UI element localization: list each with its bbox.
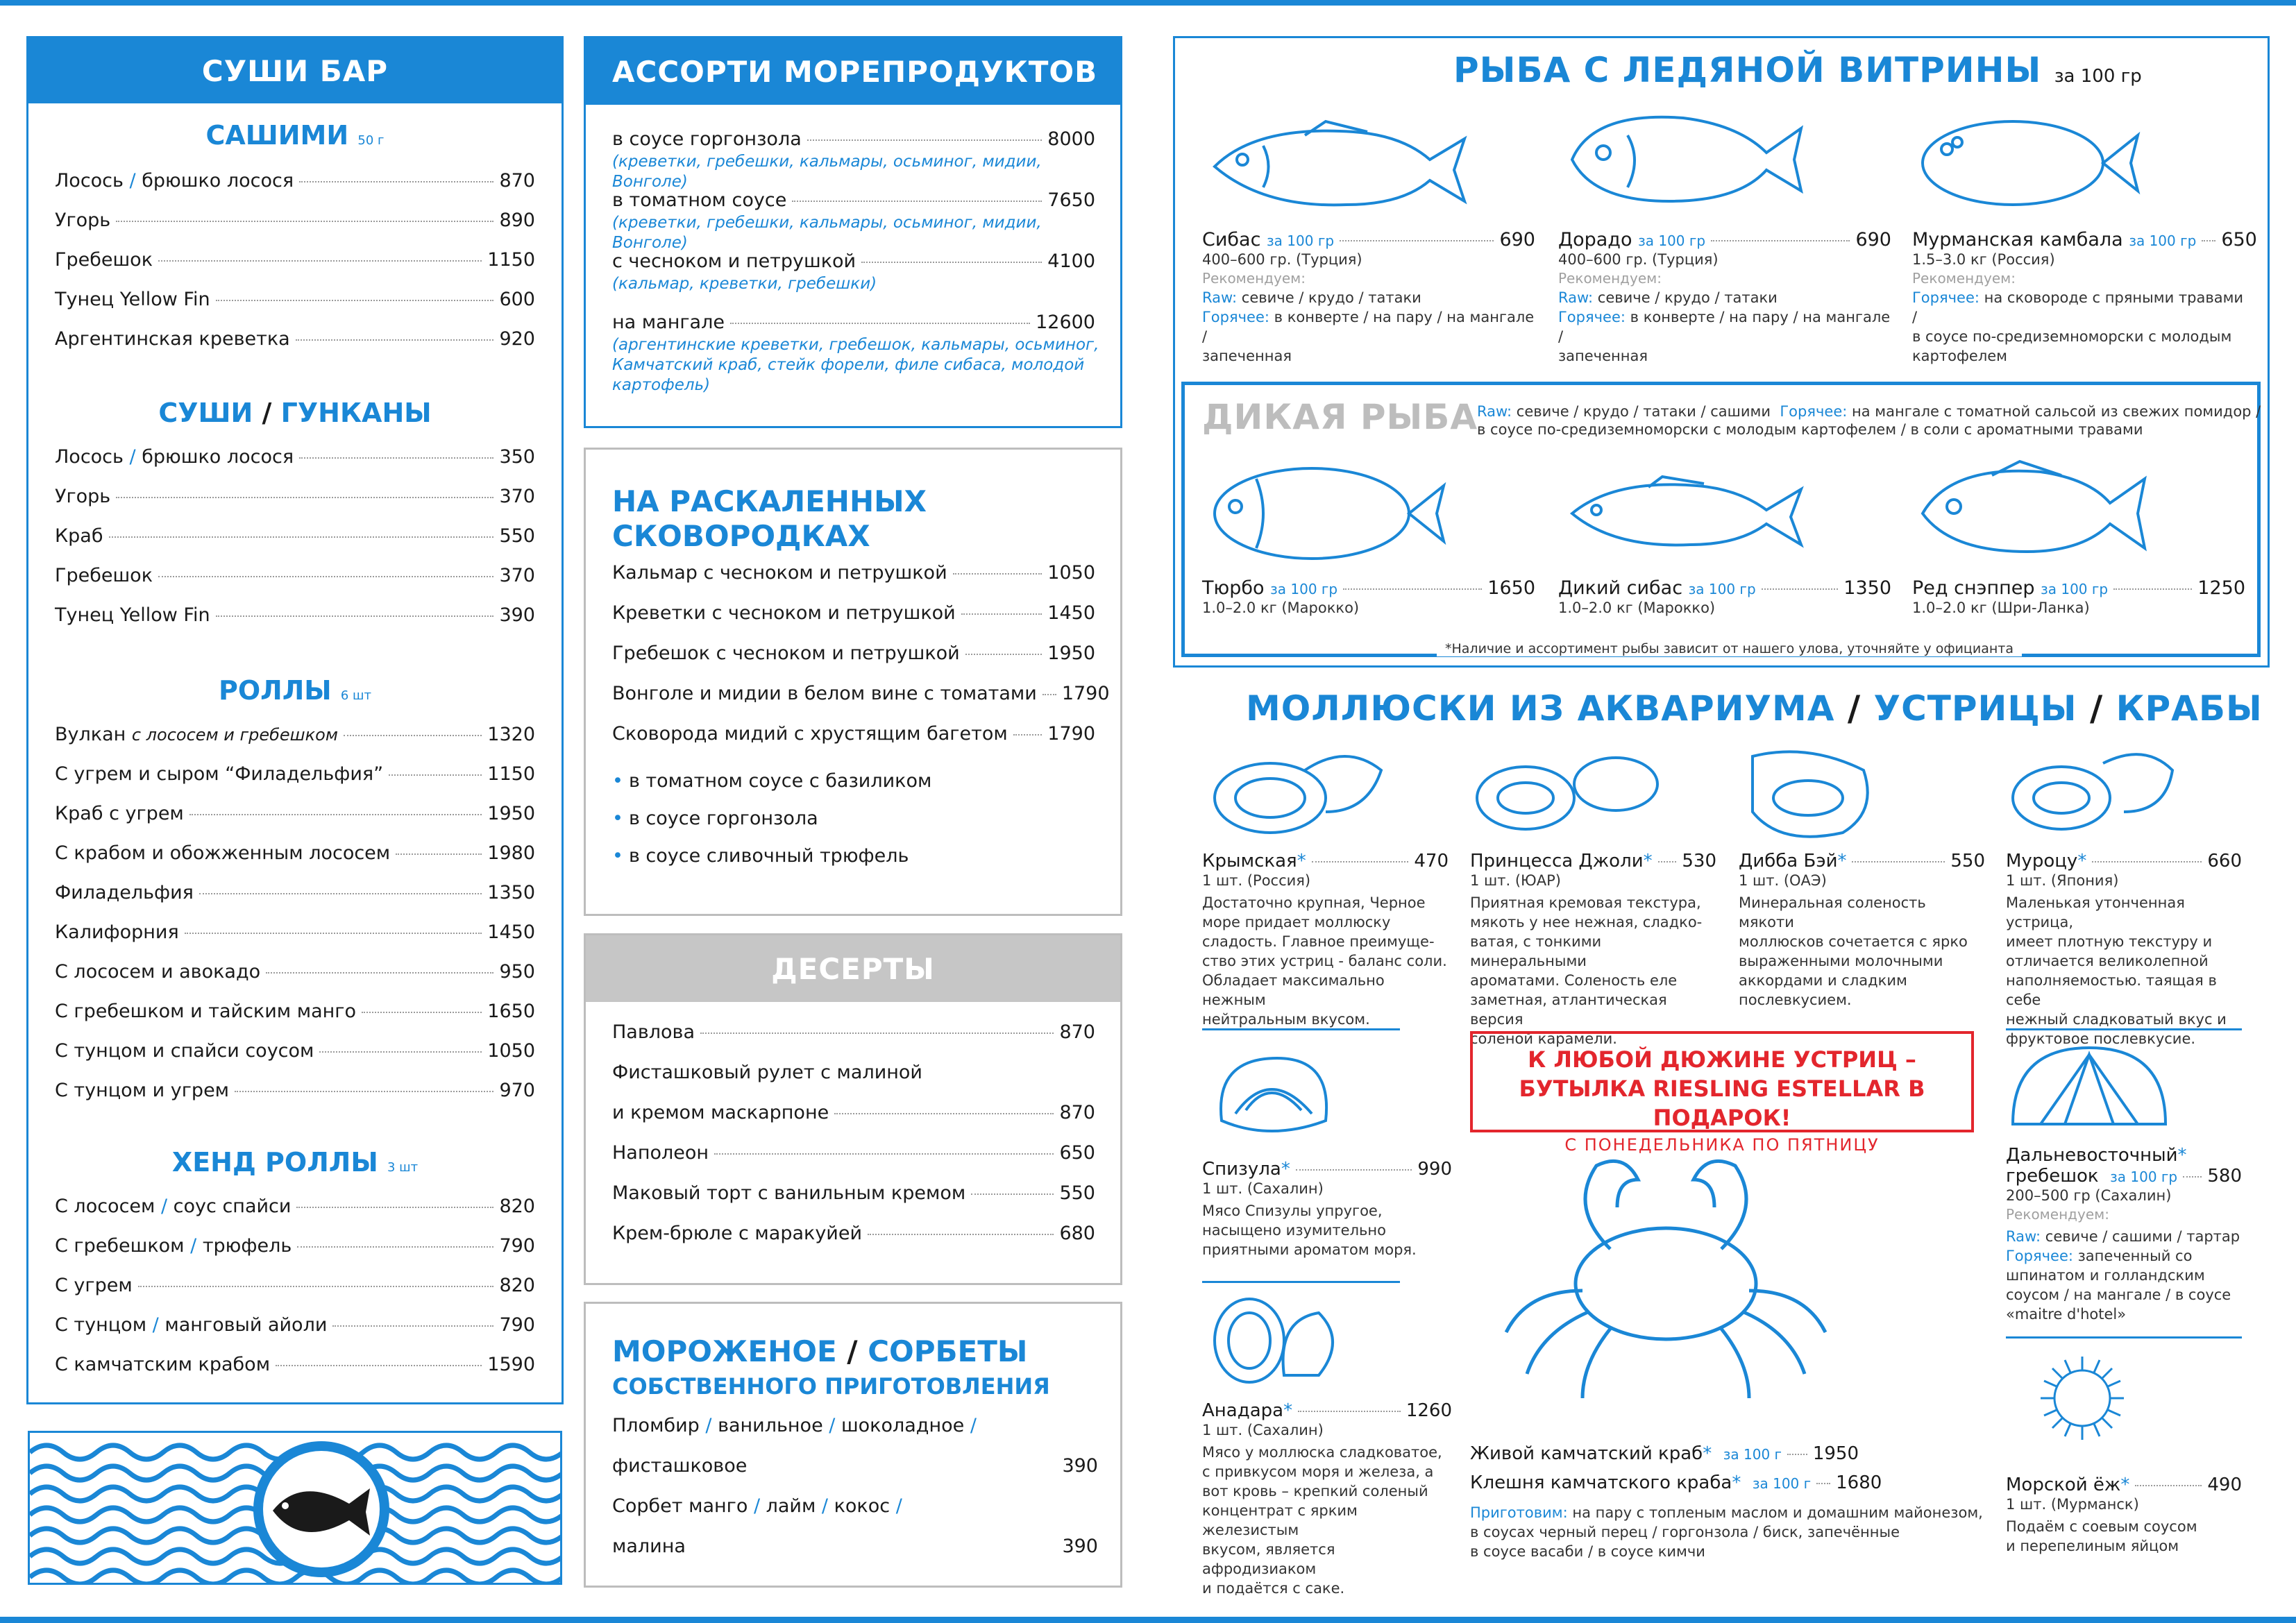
- sushi-row: [55, 565, 535, 586]
- hot-pan-row: [612, 602, 1095, 624]
- dorado-illustration: [1565, 111, 1822, 208]
- sushi-row: [55, 525, 535, 547]
- wild-seabass-illustration: [1565, 472, 1808, 555]
- divider-4: [2006, 1336, 2242, 1339]
- wild-fish-note: *Наличие и ассортимент рыбы зависит от нашего улова, уточняйте у официанта: [1437, 641, 2022, 656]
- assorti-row: в томатном соусе 7650: [612, 189, 1095, 211]
- pan-option: • в соусе сливочный трюфель: [612, 845, 909, 867]
- item-price: 1150: [487, 763, 535, 785]
- sushi-row: [55, 486, 535, 507]
- sashimi-row: [55, 249, 535, 271]
- roll-row: [55, 1040, 535, 1062]
- item-name: Гребешок: [55, 565, 153, 586]
- oyster-murotsu-illustration: [2006, 742, 2179, 840]
- item-price: 1950: [1047, 643, 1095, 664]
- ice-cream-title: МОРОЖЕНОЕ / СОРБЕТЫ: [612, 1334, 1028, 1368]
- turbot-illustration: [1208, 458, 1451, 569]
- ice-line-4: малина 390: [612, 1536, 1098, 1557]
- item-name: Филадельфия: [55, 882, 194, 903]
- item-name: Наполеон: [612, 1142, 709, 1164]
- wild-fish-card: Дикий сибас за 100 гр 1350 1.0–2.0 кг (Марокко): [1558, 577, 1891, 616]
- urchin-card: Морской ёж* 490 1 шт. (Мурманск) Подаём с соевым соусом и перепелиным яйцом: [2006, 1475, 2242, 1554]
- roll-row: [55, 1080, 535, 1101]
- item-name: Сковорода мидий с хрустящим багетом: [612, 723, 1008, 745]
- item-price: 550: [1059, 1182, 1095, 1204]
- ice-fish-card: Мурманская камбала за 100 гр 650 1.5–3.0 кг (Россия) Рекомендуем: Горячее: на сковороде с пряными травами / в соусе по-средиземноморски с молодым картофелем: [1912, 229, 2257, 364]
- roll-row: [55, 724, 535, 745]
- item-price: 1320: [487, 724, 535, 745]
- item-name: С крабом и обожженным лососем: [55, 842, 391, 864]
- item-price: 1790: [1061, 683, 1110, 704]
- wild-fish-title: ДИКАЯ РЫБА: [1202, 397, 1478, 437]
- sashimi-row: [55, 328, 535, 350]
- shellfish-title: МОЛЛЮСКИ ИЗ АКВАРИУМА / УСТРИЦЫ / КРАБЫ: [1246, 688, 2263, 729]
- item-name: Краб с угрем: [55, 803, 184, 824]
- item-price: 790: [499, 1314, 535, 1336]
- roll-row: [55, 921, 535, 943]
- roll-row: [55, 803, 535, 824]
- item-price: 1980: [487, 842, 535, 864]
- item-price: 970: [499, 1080, 535, 1101]
- pan-option: • в томатном соусе с базиликом: [612, 770, 932, 792]
- item-name: С угрем: [55, 1275, 133, 1296]
- item-name: и кремом маскарпоне: [612, 1102, 829, 1123]
- flounder-illustration: [1916, 111, 2145, 215]
- dessert-row: [612, 1182, 1095, 1204]
- wild-fish-card: Ред снэппер за 100 гр 1250 1.0–2.0 кг (Шри-Ланка): [1912, 577, 2245, 616]
- sushi-bar-title: СУШИ БАР: [28, 38, 562, 103]
- seafood-assorti-title: АССОРТИ МОРЕПРОДУКТОВ: [586, 38, 1120, 105]
- bottom-bar: [0, 1617, 2296, 1623]
- assorti-row: в соусе горгонзола 8000: [612, 128, 1095, 150]
- item-name: Гребешок: [55, 249, 153, 271]
- item-price: 1050: [487, 1040, 535, 1062]
- dessert-row: [612, 1021, 1095, 1043]
- item-name: Калифорния: [55, 921, 179, 943]
- oyster-card: Дибба Бэй* 550 1 шт. (ОАЭ) Минеральная соленость мякоти моллюсков сочетается с ярко выраженными молочными аккордами и сладким послевкусием.: [1739, 851, 1985, 1008]
- assorti-desc: (креветки, гребешки, кальмары, осьминог, мидии, Вонголе): [612, 214, 1042, 252]
- item-name: Павлова: [612, 1021, 695, 1043]
- item-price: 870: [1059, 1102, 1095, 1123]
- dessert-row: [612, 1102, 1095, 1123]
- item-price: 820: [499, 1196, 535, 1217]
- item-name: Гребешок с чесноком и петрушкой: [612, 643, 960, 664]
- hand-roll-row: [55, 1275, 535, 1296]
- item-price: 1650: [487, 1001, 535, 1022]
- sea-urchin-illustration: [2013, 1353, 2152, 1443]
- hand-roll-row: [55, 1314, 535, 1336]
- assorti-row: с чесноком и петрушкой 4100: [612, 250, 1095, 272]
- item-price: 1050: [1047, 562, 1095, 584]
- hot-pan-row: [612, 683, 1110, 704]
- item-price: 950: [499, 961, 535, 983]
- claw-row: Клешня камчатского краба* за 100 г 1680: [1470, 1472, 1882, 1493]
- ice-cream-subtitle: СОБСТВЕННОГО ПРИГОТОВЛЕНИЯ: [612, 1373, 1050, 1400]
- hot-pan-row: [612, 723, 1095, 745]
- item-name: Вулкан с лососем и гребешком: [55, 724, 338, 745]
- item-name: Фисташковый рулет с малиной: [612, 1062, 922, 1083]
- ice-line-1: Пломбир / ванильное / шоколадное /: [612, 1415, 977, 1436]
- item-price: 1450: [487, 921, 535, 943]
- item-name: Кальмар с чесноком и петрушкой: [612, 562, 947, 584]
- desserts-panel: [584, 933, 1122, 1285]
- crab-illustration: [1485, 1145, 1846, 1409]
- hot-pans-panel: [584, 448, 1122, 916]
- ice-fish-title: РЫБА С ЛЕДЯНОЙ ВИТРИНЫ за 100 гр: [1453, 50, 2142, 90]
- item-name: Угорь: [55, 210, 111, 231]
- item-name: Креветки с чесноком и петрушкой: [612, 602, 956, 624]
- roll-row: [55, 842, 535, 864]
- spisula-illustration: [1208, 1044, 1333, 1148]
- item-price: 870: [1059, 1021, 1095, 1043]
- rolls-heading: РОЛЛЫ 6 шт: [218, 675, 372, 706]
- item-name: Краб: [55, 525, 103, 547]
- sushi-bar-panel: [26, 36, 564, 1404]
- seafood-assorti-panel: [584, 36, 1122, 428]
- item-name: С тунцом и спайси соусом: [55, 1040, 314, 1062]
- sashimi-heading: САШИМИ 50 г: [205, 120, 385, 151]
- oyster-dibba-illustration: [1739, 742, 1877, 840]
- item-price: 1790: [1047, 723, 1095, 745]
- item-name: С тунцом и угрем: [55, 1080, 230, 1101]
- item-name: Тунец Yellow Fin: [55, 289, 210, 310]
- dessert-row: [612, 1062, 1095, 1083]
- ice-fish-card: Сибас за 100 гр 690 400–600 гр. (Турция) Рекомендуем: Raw: севиче / крудо / татаки Горячее: в конверте / на пару / на мангале / запеченная: [1202, 229, 1535, 364]
- item-price: 650: [1059, 1142, 1095, 1164]
- item-price: 870: [499, 170, 535, 192]
- item-name: С камчатским крабом: [55, 1354, 271, 1375]
- item-price: 890: [499, 210, 535, 231]
- item-name: Аргентинская креветка: [55, 328, 290, 350]
- anadara-illustration: [1208, 1292, 1347, 1396]
- sashimi-row: [55, 210, 535, 231]
- ice-line-3: Сорбет манго / лайм / кокос /: [612, 1495, 902, 1517]
- item-name: С угрем и сыром “Филадельфия”: [55, 763, 384, 785]
- hand-roll-row: [55, 1235, 535, 1257]
- item-price: 390: [499, 604, 535, 626]
- oyster-card: Крымская* 470 1 шт. (Россия) Достаточно крупная, Черное море придает моллюску сладость. Главное преимуще- ство этих устриц - баланс соли. Обладает максимально нежным нейтральным вкусом.: [1202, 851, 1449, 1028]
- item-name: С тунцом / манговый айоли: [55, 1314, 328, 1336]
- hot-pans-title: НА РАСКАЛЕННЫХ СКОВОРОДКАХ: [612, 484, 927, 553]
- item-name: Маковый торт с ванильным кремом: [612, 1182, 966, 1204]
- hand-roll-row: [55, 1196, 535, 1217]
- roll-row: [55, 1001, 535, 1022]
- promo-box: К ЛЮБОЙ ДЮЖИНЕ УСТРИЦ – БУТЫЛКА RIESLING ESTELLAR В ПОДАРОК! С ПОНЕДЕЛЬНИКА ПО ПЯТНИЦУ: [1470, 1031, 1974, 1132]
- assorti-desc: (креветки, гребешки, кальмары, осьминог, мидии, Вонголе): [612, 153, 1042, 191]
- oyster-card: Муроцу* 660 1 шт. (Япония) Маленькая утонченная устрица, имеет плотную текстуру и отличается великолепной наполняемостью. таящая в себе нежный сладковатый вкус и фруктовое послевкусие.: [2006, 851, 2242, 1047]
- crab-row: Живой камчатский краб* за 100 г 1950: [1470, 1443, 1859, 1464]
- assorti-row: на мангале 12600: [612, 312, 1095, 333]
- wild-fish-card: Тюрбо за 100 гр 1650 1.0–2.0 кг (Марокко): [1202, 577, 1535, 616]
- item-price: 920: [499, 328, 535, 350]
- item-name: Вонголе и мидии в белом вине с томатами: [612, 683, 1037, 704]
- assorti-desc: (аргентинские креветки, гребешок, кальмары, осьминог, Камчатский краб, стейк форели, филе сибаса, молодой картофель): [612, 336, 1099, 394]
- item-name: С лососем / соус спайси: [55, 1196, 292, 1217]
- hand-rolls-heading: ХЕНД РОЛЛЫ 3 шт: [171, 1147, 419, 1178]
- item-price: 1950: [487, 803, 535, 824]
- ice-fish-card: Дорадо за 100 гр 690 400–600 гр. (Турция) Рекомендуем: Raw: севиче / крудо / татаки Горячее: в конверте / на пару / на мангале / запеченная: [1558, 229, 1891, 364]
- item-name: С лососем и авокадо: [55, 961, 261, 983]
- sashimi-row: [55, 289, 535, 310]
- item-price: 1350: [487, 882, 535, 903]
- pan-option: • в соусе горгонзола: [612, 808, 818, 829]
- item-price: 550: [499, 525, 535, 547]
- oyster-princess-illustration: [1470, 749, 1664, 840]
- item-name: С гребешком и тайским манго: [55, 1001, 356, 1022]
- oyster-crimean-illustration: [1208, 742, 1388, 840]
- item-price: 350: [499, 446, 535, 468]
- item-price: 600: [499, 289, 535, 310]
- hot-pan-row: [612, 562, 1095, 584]
- red-snapper-illustration: [1916, 458, 2152, 569]
- item-price: 1590: [487, 1354, 535, 1375]
- divider-2: [2006, 1028, 2242, 1030]
- wild-fish-recommend: Raw: севиче / крудо / татаки / сашими Горячее: на мангале с томатной сальсой из свежих помидор / в соусе по-средиземноморски с молодым картофелем / в соли с ароматными травами: [1477, 403, 2261, 438]
- hot-pan-row: [612, 643, 1095, 664]
- item-name: Крем-брюле с маракуйей: [612, 1223, 863, 1244]
- item-name: С гребешком / трюфель: [55, 1235, 292, 1257]
- item-name: Угорь: [55, 486, 111, 507]
- dessert-row: [612, 1142, 1095, 1164]
- scallop-card: Дальневосточный* гребешок за 100 гр 580 200–500 гр (Сахалин) Рекомендуем: Raw: севиче / сашими / тартар Горячее: запеченный со шпинатом и голландским соусом / на мангале / в соусе «maitre d'hotel»: [2006, 1145, 2242, 1323]
- ice-line-2: фисташковое 390: [612, 1455, 1098, 1477]
- item-price: 370: [499, 565, 535, 586]
- hand-roll-row: [55, 1354, 535, 1375]
- sushi-row: [55, 604, 535, 626]
- spisula-card: Спизула* 990 1 шт. (Сахалин) Мясо Спизулы упругое, насыщено изумительно приятными ароматом моря.: [1202, 1159, 1452, 1258]
- item-name: Тунец Yellow Fin: [55, 604, 210, 626]
- item-price: 1150: [487, 249, 535, 271]
- ice-cream-panel: [584, 1302, 1122, 1588]
- wave-pattern-decor: [28, 1431, 562, 1585]
- roll-row: [55, 961, 535, 983]
- oyster-card: Принцесса Джоли* 530 1 шт. (ЮАР) Приятная кремовая текстура, мякоть у нее нежная, сладко- ватая, с тонкими минеральными ароматами. Соленость еле заметная, атлантическая версия соленой карамели.: [1470, 851, 1716, 1047]
- item-price: 680: [1059, 1223, 1095, 1244]
- roll-row: [55, 882, 535, 903]
- divider-1: [1202, 1028, 1400, 1030]
- item-name: Лосось / брюшко лосося: [55, 170, 294, 192]
- item-price: 1450: [1047, 602, 1095, 624]
- scallop-illustration: [2006, 1041, 2172, 1145]
- item-price: 820: [499, 1275, 535, 1296]
- crab-prep: Приготовим: на пару с топленым маслом и домашним майонезом, в соусах черный перец / горгонзола / биск, запечённые в соусе васаби / в соусе кимчи: [1470, 1504, 1983, 1560]
- divider-3: [1202, 1281, 1400, 1283]
- sushi-heading: СУШИ / ГУНКАНЫ: [158, 398, 432, 428]
- roll-row: [55, 763, 535, 785]
- desserts-title: ДЕСЕРТЫ: [586, 935, 1120, 1002]
- seabass-illustration: [1208, 118, 1478, 208]
- dessert-row: [612, 1223, 1095, 1244]
- item-price: 370: [499, 486, 535, 507]
- assorti-desc: (кальмар, креветки, гребешки): [612, 275, 877, 293]
- sushi-row: [55, 446, 535, 468]
- sashimi-row: [55, 170, 535, 192]
- anadara-card: Анадара* 1260 1 шт. (Сахалин) Мясо у моллюска сладковатое, с привкусом моря и железа, а вот кровь – крепкий соленый концентрат с ярким железистым вкусом, является афродизиаком и подаётся с саке.: [1202, 1400, 1452, 1597]
- item-name: Лосось / брюшко лосося: [55, 446, 294, 468]
- item-price: 790: [499, 1235, 535, 1257]
- top-bar: [0, 0, 2296, 6]
